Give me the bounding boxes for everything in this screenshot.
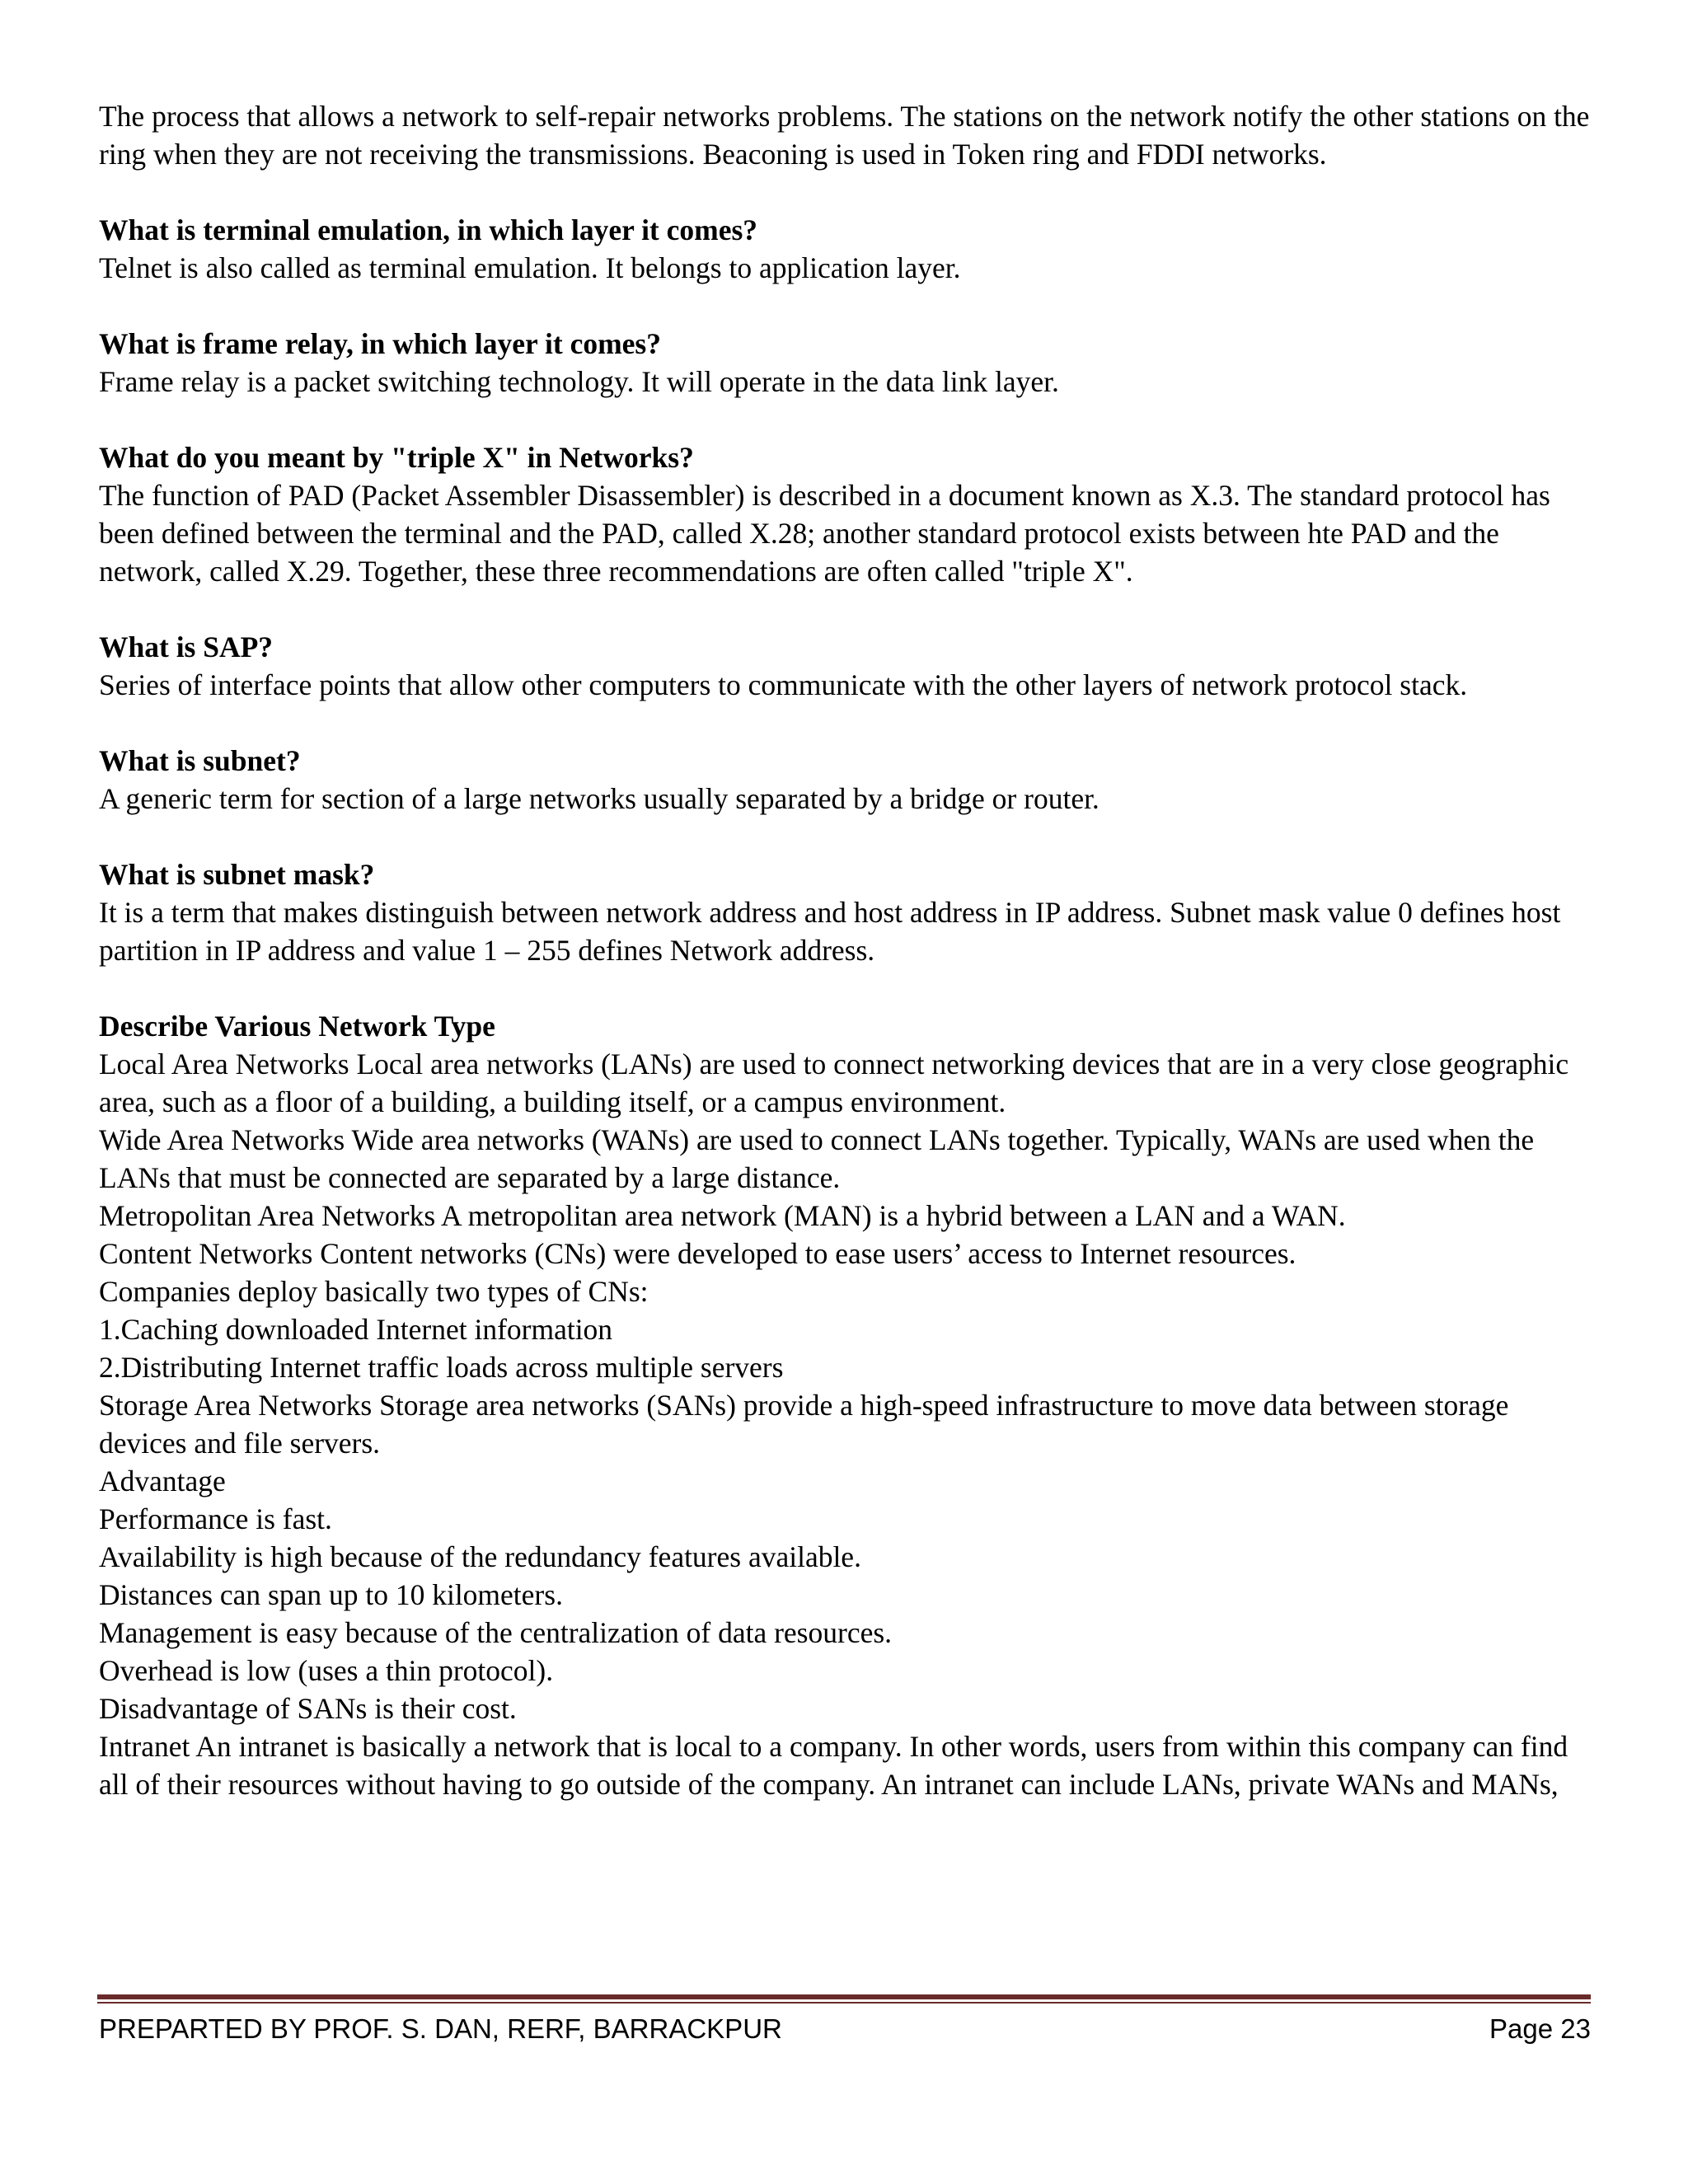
qa-subnet <box>99 742 1595 818</box>
footer-rule-thick <box>97 1994 1591 1999</box>
question-heading: What do you meant by "triple X" in Networks? <box>99 441 694 474</box>
qa-subnet-mask <box>99 855 1595 969</box>
page-footer <box>99 2011 1591 2047</box>
qa-triple-x <box>99 438 1595 590</box>
answer-line: Content Networks Content networks (CNs) were developed to ease users’ access to Internet resources. <box>99 1237 1296 1270</box>
qa-network-types <box>99 1007 1595 1803</box>
answer-line: Management is easy because of the centralization of data resources. <box>99 1616 893 1649</box>
question-heading: What is terminal emulation, in which layer it comes? <box>99 213 758 246</box>
question-heading: What is frame relay, in which layer it comes? <box>99 327 661 360</box>
intro-paragraph: The process that allows a network to self-repair networks problems. The stations on the network notify the other stations on the ring when they are not receiving the transmissions. Beaconing is used in Token ring and FDDI networks. <box>99 100 1590 171</box>
qa-frame-relay <box>99 325 1595 401</box>
answer-line: Availability is high because of the redundancy features available. <box>99 1540 861 1573</box>
answer-line: Wide Area Networks Wide area networks (WANs) are used to connect LANs together. Typically, WANs are used when the LANs that must be connected are separated by a large distance. <box>99 1123 1535 1194</box>
answer-line: Local Area Networks Local area networks (LANs) are used to connect networking devices that are in a very close geographic area, such as a floor of a building, a building itself, or a campus environment. <box>99 1047 1569 1118</box>
question-heading: What is subnet? <box>99 744 301 777</box>
answer-paragraph: Frame relay is a packet switching technology. It will operate in the data link layer. <box>99 365 1059 398</box>
answer-line: Companies deploy basically two types of CNs: <box>99 1275 649 1308</box>
answer-line: 1.Caching downloaded Internet information <box>99 1313 613 1346</box>
answer-paragraph: A generic term for section of a large networks usually separated by a bridge or router. <box>99 782 1100 815</box>
qa-terminal-emulation <box>99 211 1595 287</box>
answer-line: 2.Distributing Internet traffic loads across multiple servers <box>99 1351 784 1384</box>
answer-paragraph: Telnet is also called as terminal emulation. It belongs to application layer. <box>99 251 961 284</box>
question-heading: Describe Various Network Type <box>99 1010 495 1043</box>
answer-paragraph: It is a term that makes distinguish between network address and host address in IP address. Subnet mask value 0 defines host partition in IP address and value 1 – 255 defines Network address. <box>99 896 1561 967</box>
footer-author: PREPARTED BY PROF. S. DAN, RERF, BARRACKPUR <box>99 2013 782 2044</box>
page-number: Page 23 <box>1489 2013 1591 2044</box>
answer-line: Intranet An intranet is basically a network that is local to a company. In other words, users from within this company can find all of their resources without having to go outside of the company. An intranet can include LANs, private WANs and MANs, <box>99 1730 1568 1801</box>
answer-line: Metropolitan Area Networks A metropolitan area network (MAN) is a hybrid between a LAN and a WAN. <box>99 1199 1346 1232</box>
answer-paragraph: The function of PAD (Packet Assembler Disassembler) is described in a document known as X.3. The standard protocol has been defined between the terminal and the PAD, called X.28; another standard protocol exists between hte PAD and the network, called X.29. Together, these three recommendations are often called "triple X". <box>99 479 1550 588</box>
footer-rule-thin <box>97 2002 1591 2004</box>
question-heading: What is subnet mask? <box>99 858 375 891</box>
answer-paragraph: Series of interface points that allow other computers to communicate with the other layers of network protocol stack. <box>99 668 1468 701</box>
answer-line: Distances can span up to 10 kilometers. <box>99 1578 563 1611</box>
answer-line: Storage Area Networks Storage area networks (SANs) provide a high-speed infrastructure to move data between storage devices and file servers. <box>99 1389 1509 1460</box>
question-heading: What is SAP? <box>99 630 274 663</box>
answer-line: Overhead is low (uses a thin protocol). <box>99 1654 554 1687</box>
answer-line: Advantage <box>99 1465 226 1497</box>
qa-sap <box>99 628 1595 704</box>
answer-line: Performance is fast. <box>99 1502 332 1535</box>
answer-line: Disadvantage of SANs is their cost. <box>99 1692 517 1725</box>
footer-divider <box>97 1994 1591 2004</box>
page-body <box>99 97 1595 1803</box>
